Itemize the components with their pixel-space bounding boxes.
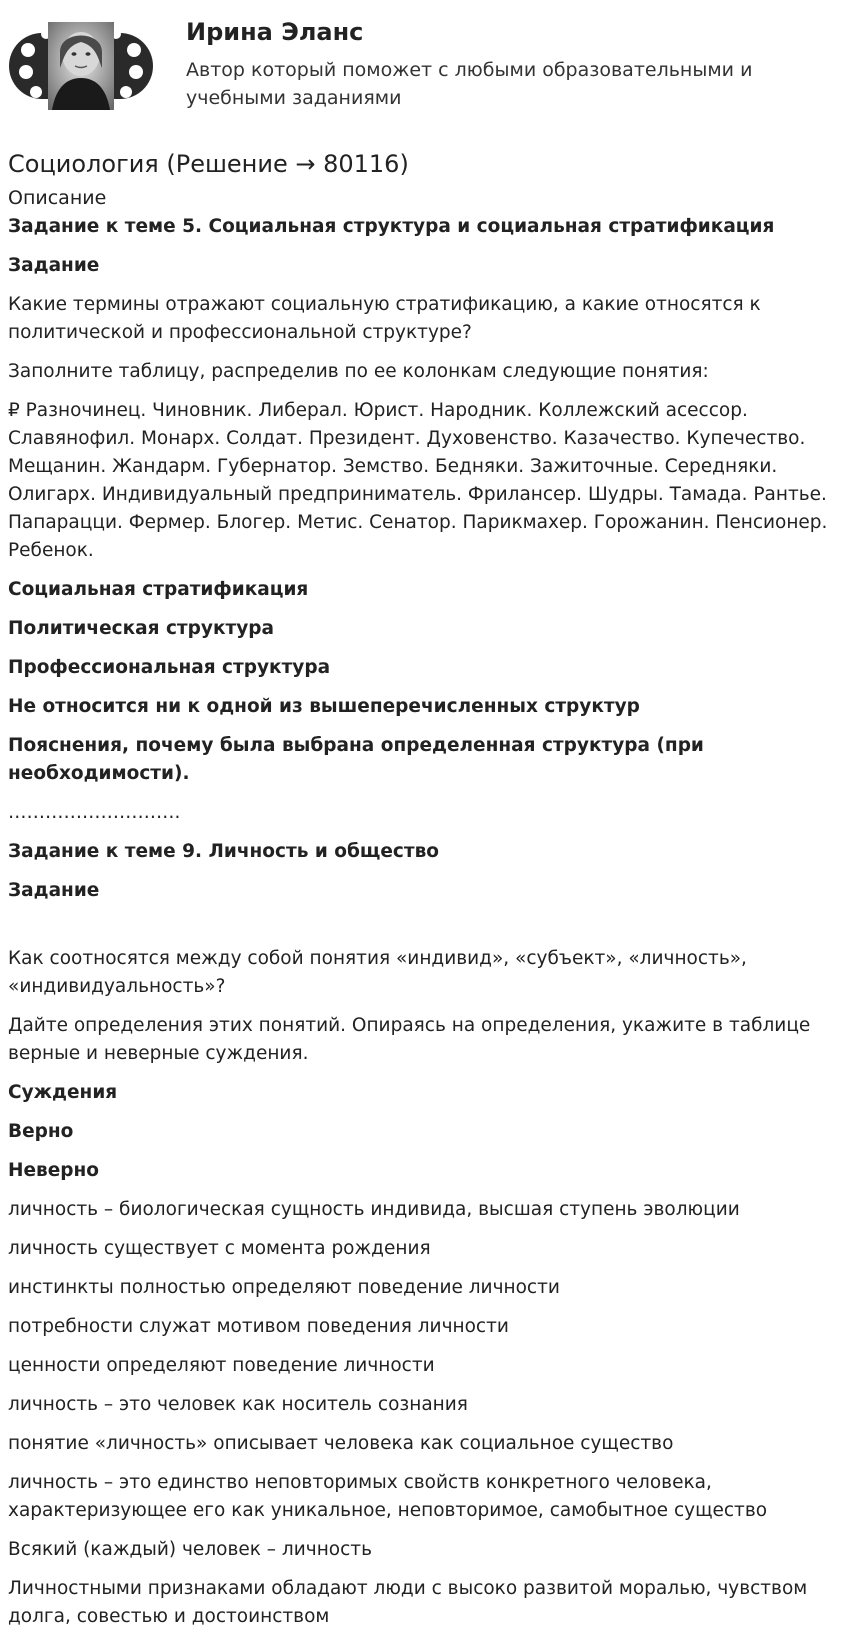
description-label: Описание — [8, 187, 107, 209]
author-description: Автор который поможет с любыми образовательными и учебными заданиями — [186, 59, 753, 109]
paragraph: Дайте определения этих понятий. Опираясь на определения, укажите в таблице верные и неверные суждения. — [8, 1015, 811, 1064]
table-column-heading: Верно — [8, 1121, 74, 1142]
judgment-item: потребности служат мотивом поведения личности — [8, 1316, 509, 1337]
judgment-item: понятие «личность» описывает человека как социальное существо — [8, 1433, 674, 1454]
terms-list: ₽ Разночинец. Чиновник. Либерал. Юрист. Народник. Коллежский асессор. Славянофил. Монарх. Солдат. Президент. Духовенство. Казачество. Купечество. Мещанин. Жандарм. Губернатор. Земство. Бедняки. Зажиточные. Середняки. Олигарх. Индивидуальный предприниматель. Фрилансер. Шудры. Тамада. Рантье. Папарацци. Фермер. Блогер. Метис. Сенатор. Парикмахер. Горожанин. Пенсионер. Ребенок. — [8, 400, 828, 561]
paragraph: Какие термины отражают социальную стратификацию, а какие относятся к политической и профессиональной структуре? — [8, 294, 761, 343]
table-column-heading: Профессиональная структура — [8, 657, 331, 678]
judgment-item: личность – биологическая сущность индивида, высшая ступень эволюции — [8, 1199, 740, 1220]
author-card — [8, 8, 838, 124]
judgment-item: личность – это единство неповторимых свойств конкретного человека, характеризующее его как уникальное, неповторимое, самобытное существо — [8, 1472, 768, 1521]
task-heading: Задание к теме 9. Личность и общество — [8, 841, 439, 862]
paragraph: Как соотносятся между собой понятия «индивид», «субъект», «личность», «индивидуальность»? — [8, 948, 747, 997]
judgment-item: Всякий (каждый) человек – личность — [8, 1539, 372, 1560]
description-body — [8, 213, 840, 1631]
table-column-heading: Суждения — [8, 1082, 118, 1103]
paragraph: Заполните таблицу, распределив по ее колонкам следующие понятия: — [8, 361, 709, 382]
task-label: Задание — [8, 255, 100, 276]
judgment-item: инстинкты полностью определяют поведение личности — [8, 1277, 560, 1298]
page-title: Социология (Решение → 80116) — [8, 150, 409, 178]
table-column-heading: Пояснения, почему была выбрана определенная структура (при необходимости). — [8, 735, 704, 784]
table-column-heading: Неверно — [8, 1160, 100, 1181]
table-column-heading: Социальная стратификация — [8, 579, 309, 600]
judgment-item: личность – это человек как носитель сознания — [8, 1394, 468, 1415]
table-column-heading: Не относится ни к одной из вышеперечисленных структур — [8, 696, 640, 717]
task-heading: Задание к теме 5. Социальная структура и социальная стратификация — [8, 216, 775, 237]
judgment-item: Личностными признаками обладают люди с высоко развитой моралью, чувством долга, совестью и достоинством — [8, 1578, 808, 1627]
author-name: Ирина Эланс — [186, 18, 364, 46]
main-content — [8, 148, 840, 1642]
judgment-item: личность существует с момента рождения — [8, 1238, 431, 1259]
ellipsis-line: ………………………. — [8, 802, 181, 823]
task-label: Задание — [8, 880, 100, 901]
table-column-heading: Политическая структура — [8, 618, 275, 639]
judgment-item: ценности определяют поведение личности — [8, 1355, 435, 1376]
author-avatar — [8, 8, 154, 124]
